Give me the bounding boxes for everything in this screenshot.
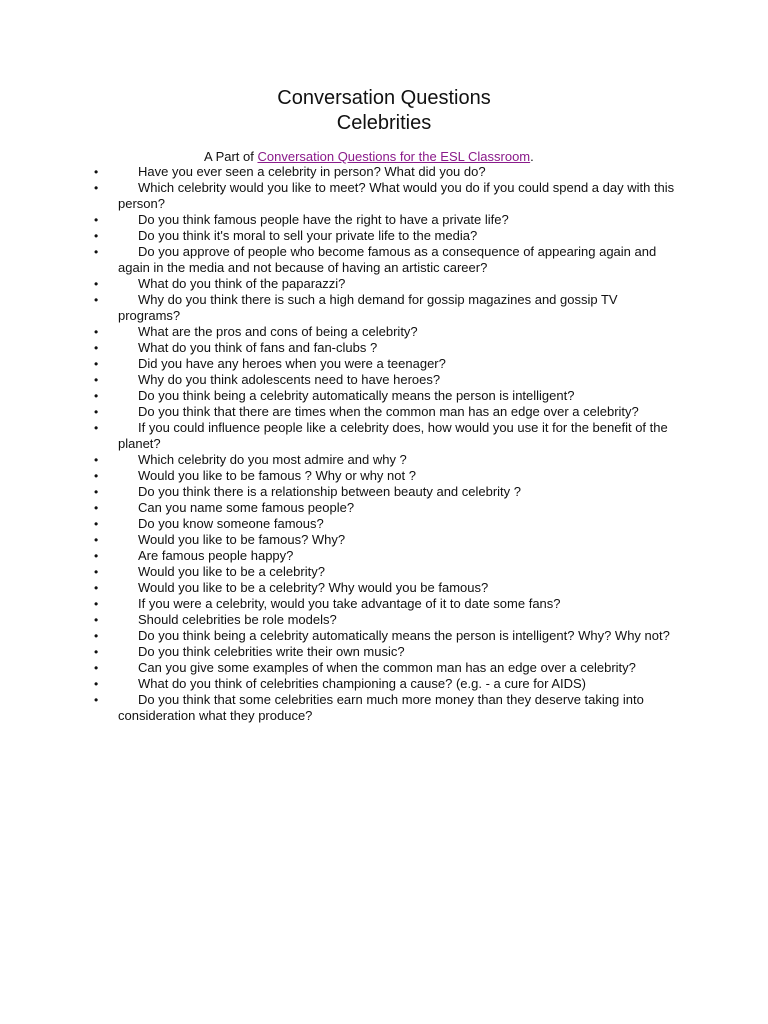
question-text: Would you like to be famous ? Why or why not ?	[138, 468, 416, 483]
question-text: Do you think being a celebrity automatically means the person is intelligent? Why? Why not?	[138, 628, 670, 643]
bullet-icon: •	[94, 165, 99, 179]
list-item	[0, 244, 678, 276]
question-text: Would you like to be famous? Why?	[138, 532, 346, 547]
question-text: Do you think celebrities write their own music?	[138, 644, 405, 659]
title-line-2: Celebrities	[336, 112, 432, 134]
bullet-icon: •	[94, 645, 99, 659]
document-title	[0, 86, 768, 136]
bullet-icon: •	[94, 661, 99, 675]
list-item	[0, 212, 678, 228]
bullet-icon: •	[94, 613, 99, 627]
question-text: What do you think of the paparazzi?	[138, 276, 346, 291]
bullet-icon: •	[94, 485, 99, 499]
bullet-icon: •	[94, 213, 99, 227]
bullet-icon: •	[94, 229, 99, 243]
title-line-1: Conversation Questions	[277, 87, 491, 109]
bullet-icon: •	[94, 405, 99, 419]
question-text: Have you ever seen a celebrity in person? What did you do?	[138, 164, 486, 179]
question-text: What do you think of celebrities championing a cause? (e.g. - a cure for AIDS)	[138, 676, 587, 691]
list-item	[0, 180, 678, 212]
bullet-icon: •	[94, 245, 99, 259]
list-item	[0, 404, 678, 420]
question-text: Do you think that some celebrities earn much more money than they deserve taking into consideration what they produce?	[118, 692, 644, 723]
list-item	[0, 564, 678, 580]
list-item	[0, 532, 678, 548]
bullet-icon: •	[94, 533, 99, 547]
question-text: Why do you think adolescents need to have heroes?	[138, 372, 441, 387]
question-text: Can you name some famous people?	[138, 500, 355, 515]
bullet-icon: •	[94, 469, 99, 483]
bullet-icon: •	[94, 293, 99, 307]
question-text: Why do you think there is such a high demand for gossip magazines and gossip TV programs?	[118, 292, 618, 323]
list-item	[0, 660, 678, 676]
bullet-icon: •	[94, 341, 99, 355]
esl-classroom-link[interactable]: Conversation Questions for the ESL Classroom	[257, 149, 531, 164]
subtitle-prefix: A Part of	[204, 149, 258, 164]
list-item	[0, 612, 678, 628]
question-text: Do you think it's moral to sell your private life to the media?	[138, 228, 478, 243]
question-text: Are famous people happy?	[138, 548, 294, 563]
question-list	[0, 164, 768, 724]
question-text: Do you think that there are times when the common man has an edge over a celebrity?	[138, 404, 639, 419]
list-item	[0, 500, 678, 516]
question-text: If you were a celebrity, would you take advantage of it to date some fans?	[138, 596, 561, 611]
bullet-icon: •	[94, 597, 99, 611]
bullet-icon: •	[94, 501, 99, 515]
bullet-icon: •	[94, 677, 99, 691]
list-item	[0, 228, 678, 244]
question-text: Would you like to be a celebrity? Why would you be famous?	[138, 580, 489, 595]
list-item	[0, 372, 678, 388]
question-text: Do you think being a celebrity automatically means the person is intelligent?	[138, 388, 575, 403]
list-item	[0, 420, 678, 452]
bullet-icon: •	[94, 277, 99, 291]
list-item	[0, 484, 678, 500]
question-text: Which celebrity do you most admire and why ?	[138, 452, 407, 467]
question-text: Do you think famous people have the right to have a private life?	[138, 212, 509, 227]
question-text: What are the pros and cons of being a celebrity?	[138, 324, 418, 339]
list-item	[0, 452, 678, 468]
list-item	[0, 276, 678, 292]
bullet-icon: •	[94, 373, 99, 387]
question-text: Do you approve of people who become famous as a consequence of appearing again and again in the media and not because of having an artistic career?	[118, 244, 657, 275]
list-item	[0, 468, 678, 484]
list-item	[0, 324, 678, 340]
question-text: Which celebrity would you like to meet? What would you do if you could spend a day with this person?	[118, 180, 675, 211]
bullet-icon: •	[94, 629, 99, 643]
list-item	[0, 580, 678, 596]
bullet-icon: •	[94, 181, 99, 195]
list-item	[0, 596, 678, 612]
bullet-icon: •	[94, 453, 99, 467]
bullet-icon: •	[94, 325, 99, 339]
bullet-icon: •	[94, 421, 99, 435]
bullet-icon: •	[94, 357, 99, 371]
question-text: Did you have any heroes when you were a teenager?	[138, 356, 446, 371]
question-text: Can you give some examples of when the common man has an edge over a celebrity?	[138, 660, 636, 675]
bullet-icon: •	[94, 565, 99, 579]
subtitle	[204, 149, 534, 165]
question-text: Do you know someone famous?	[138, 516, 324, 531]
list-item	[0, 628, 678, 644]
bullet-icon: •	[94, 693, 99, 707]
bullet-icon: •	[94, 549, 99, 563]
question-text: If you could influence people like a celebrity does, how would you use it for the benefit of the planet?	[118, 420, 668, 451]
list-item	[0, 292, 678, 324]
bullet-icon: •	[94, 389, 99, 403]
question-text: Would you like to be a celebrity?	[138, 564, 325, 579]
question-text: What do you think of fans and fan-clubs ?	[138, 340, 378, 355]
question-text: Should celebrities be role models?	[138, 612, 337, 627]
bullet-icon: •	[94, 581, 99, 595]
bullet-icon: •	[94, 517, 99, 531]
list-item	[0, 644, 678, 660]
list-item	[0, 692, 678, 724]
list-item	[0, 164, 678, 180]
list-item	[0, 340, 678, 356]
subtitle-suffix: .	[530, 149, 534, 164]
list-item	[0, 388, 678, 404]
list-item	[0, 548, 678, 564]
list-item	[0, 676, 678, 692]
list-item	[0, 356, 678, 372]
question-text: Do you think there is a relationship between beauty and celebrity ?	[138, 484, 522, 499]
list-item	[0, 516, 678, 532]
